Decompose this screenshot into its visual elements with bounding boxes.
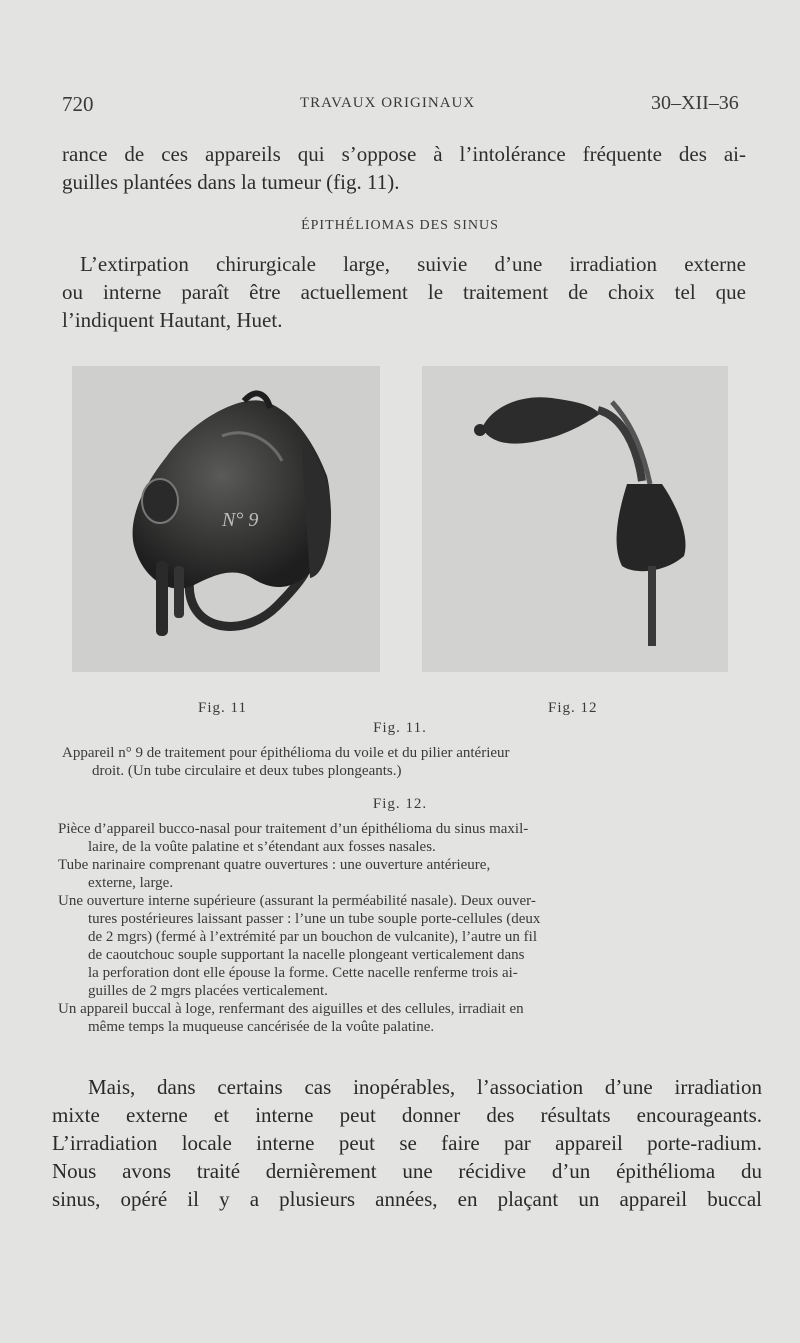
figure-12-label: Fig. 12 xyxy=(548,700,598,716)
bucco-nasal-appliance-illustration xyxy=(422,366,728,672)
caption-paragraph xyxy=(58,856,748,892)
palatal-appliance-illustration xyxy=(72,366,380,672)
caption-paragraph xyxy=(58,1000,748,1036)
caption-text: laire, de la voûte palatine et s’étendant aux fosses nasales. xyxy=(88,839,436,855)
figure-12-photo xyxy=(422,366,728,672)
caption-text: Un appareil buccal à loge, renfermant des aiguilles et des cellules, irradiait en xyxy=(58,1001,524,1017)
caption-text: de 2 mgrs) (fermé à l’extrémité par un bouchon de vulcanite), l’autre un fil xyxy=(88,929,537,945)
text-line: L’extirpation chirurgicale large, suivie d’une irradiation externe xyxy=(80,252,746,276)
text-line: L’irradiation locale interne peut se faire par appareil porte-radium. xyxy=(52,1131,762,1155)
caption-text: de caoutchouc souple supportant la nacelle plongeant verticalement dans xyxy=(88,947,525,963)
caption-text: Tube narinaire comprenant quatre ouvertures : une ouverture antérieure, xyxy=(58,857,491,873)
caption-text: externe, large. xyxy=(88,875,174,891)
text-line: ou interne paraît être actuellement le traitement de choix tel que xyxy=(62,280,746,304)
caption-text: tures postérieures laissant passer : l’une un tube souple porte-cellules (deux xyxy=(88,911,541,927)
section-title: ÉPITHÉLIOMAS DES SINUS xyxy=(301,218,499,233)
caption-11 xyxy=(62,744,752,780)
section-paragraph xyxy=(62,250,746,334)
intro-paragraph xyxy=(62,140,746,196)
caption-line xyxy=(62,744,752,780)
caption-11-title: Fig. 11. xyxy=(373,720,427,736)
page-number: 720 xyxy=(62,92,94,116)
caption-text: la perforation dont elle épouse la forme. Cette nacelle renferme trois ai- xyxy=(88,965,518,981)
issue-date: 30–XII–36 xyxy=(651,92,739,114)
figure-11-photo xyxy=(72,366,380,672)
closing-paragraph xyxy=(52,1073,762,1213)
caption-text: guilles de 2 mgrs placées verticalement. xyxy=(88,983,328,999)
appliance-engraving: N° 9 xyxy=(222,509,259,531)
text-line: l’indiquent Hautant, Huet. xyxy=(62,308,283,332)
text-line: Mais, dans certains cas inopérables, l’association d’une irradiation xyxy=(88,1075,762,1099)
caption-12-title: Fig. 12. xyxy=(372,796,428,812)
figure-11-label: Fig. 11 xyxy=(198,700,247,716)
caption-paragraph xyxy=(58,820,748,856)
page-header xyxy=(0,92,800,118)
caption-paragraph xyxy=(58,892,748,1000)
caption-text: même temps la muqueuse cancérisée de la voûte palatine. xyxy=(88,1019,435,1035)
running-title: TRAVAUX ORIGINAUX xyxy=(300,95,476,111)
text-line: sinus, opéré il y a plusieurs années, en plaçant un appareil buccal xyxy=(52,1187,762,1211)
caption-text: Une ouverture interne supérieure (assurant la perméabilité nasale). Deux ouver- xyxy=(58,893,536,909)
text-line: guilles plantées dans la tumeur (fig. 11). xyxy=(62,170,400,194)
text-line: Nous avons traité dernièrement une récidive d’un épithélioma du xyxy=(52,1159,762,1183)
caption-12 xyxy=(58,820,748,1036)
text-line: mixte externe et interne peut donner des résultats encourageants. xyxy=(52,1103,762,1127)
caption-text: Pièce d’appareil bucco-nasal pour traitement d’un épithélioma du sinus maxil- xyxy=(58,821,529,837)
caption-text: droit. (Un tube circulaire et deux tubes plongeants.) xyxy=(92,763,402,779)
text-line: rance de ces appareils qui s’oppose à l’intolérance fréquente des ai- xyxy=(62,142,746,166)
caption-text: Appareil n° 9 de traitement pour épithélioma du voile et du pilier antérieur xyxy=(62,745,510,761)
